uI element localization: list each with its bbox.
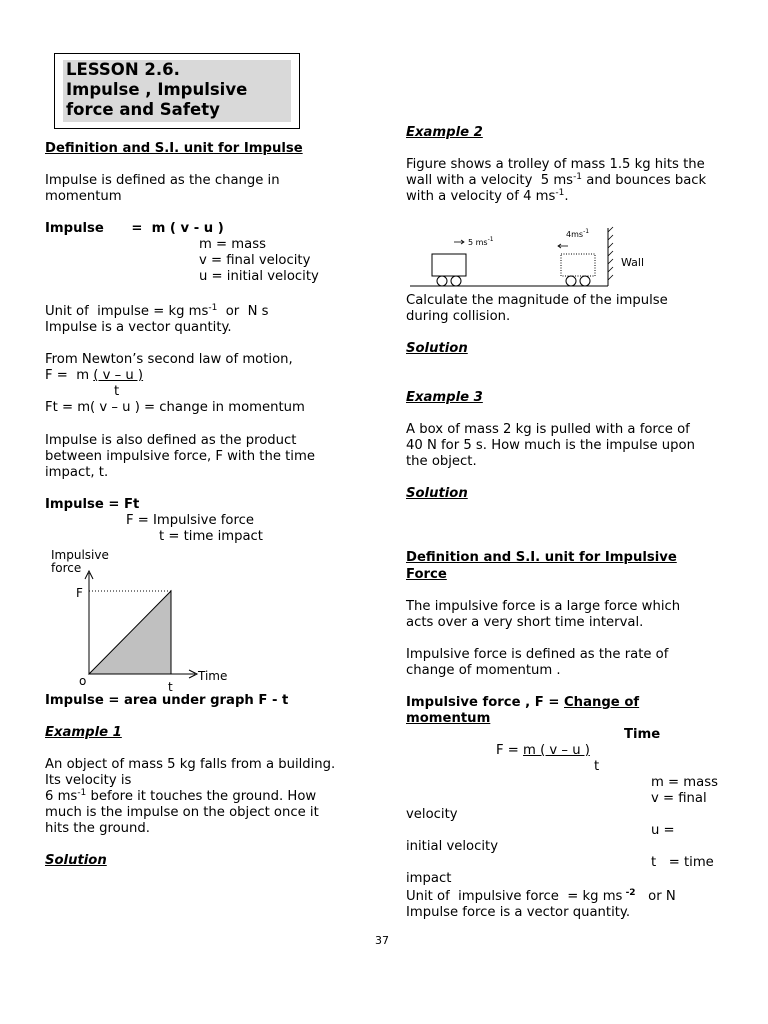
also-defined-line-1: Impulse is also defined as the product [45, 433, 297, 448]
example-1-line-1: An object of mass 5 kg falls from a building. [45, 757, 336, 772]
example-2-line-2: wall with a velocity 5 $ms^{-1}$ and bounces back [406, 172, 707, 188]
example-3-heading: Example 3 [406, 390, 483, 405]
example-2-question-2: during collision. [406, 309, 511, 324]
impulse-ft-equation: Impulse = Ft [45, 497, 140, 512]
force-formula: F = m ( v – u ) [45, 368, 144, 383]
impulsive-definition-line-4: change of momentum . [406, 663, 561, 678]
force-formula-2-denominator: t [594, 759, 600, 774]
vector-quantity-line: Impulse is a vector quantity. [45, 320, 232, 335]
graph-xlabel: Time [198, 669, 228, 683]
variable-impulsive-force: F = Impulsive force [126, 513, 254, 528]
variable-2-mass: m = mass [651, 775, 718, 790]
area-under-graph-line: Impulse = area under graph F - t [45, 693, 289, 708]
impulsive-force-momentum: momentum [406, 711, 491, 726]
impulsive-force-definition-heading-2: Force [406, 567, 447, 582]
trolley-incoming-wheel-left [437, 276, 447, 286]
example-3-line-2: 40 N for 5 s. How much is the impulse upon [406, 438, 695, 453]
impulse-force-vector-line: Impulse force is a vector quantity. [406, 905, 631, 920]
variable-mass: m = mass [199, 237, 266, 252]
impulsive-definition-line-1: The impulsive force is a large force which [406, 599, 681, 614]
impulsive-force-time: Time [624, 727, 661, 742]
impulsive-definition-line-3: Impulsive force is defined as the rate of [406, 647, 669, 662]
example-1-solution: Solution [45, 853, 107, 868]
example-3-line-3: the object. [406, 454, 477, 469]
page-number: 37 [375, 934, 389, 947]
impulsive-force-unit-line: Unit of impulsive force = kg ms $^{-2}$ or N [406, 888, 676, 904]
newton-line: From Newton’s second law of motion, [45, 352, 293, 367]
velocity-label-5ms: 5 $ms^{-1}$ [468, 236, 494, 247]
graph-x-tick-t: t [168, 680, 173, 694]
impulse-definition-heading: Definition and S.I. unit for Impulse [45, 141, 303, 156]
trolley-incoming [432, 254, 466, 276]
impulse-equation: Impulse = m ( v - u ) [45, 221, 224, 236]
example-3-line-1: A box of mass 2 kg is pulled with a force of [406, 422, 690, 437]
variable-2-u: u = [651, 823, 675, 838]
variable-final-velocity: v = final velocity [199, 253, 311, 268]
example-1-line-2: Its velocity is [45, 773, 132, 788]
example-2-line-3: with a velocity of 4 $ms^{-1}$. [406, 188, 569, 204]
trolley-at-wall-wheel-right [580, 276, 590, 286]
velocity-label-4ms: $4ms^{-1}$ [566, 228, 590, 239]
impulsive-definition-line-2: acts over a very short time interval. [406, 615, 644, 630]
variable-2-final: v = final [651, 791, 707, 806]
variable-2-velocity: velocity [406, 807, 458, 822]
force-formula-2: F = m ( v – u ) [496, 743, 590, 758]
graph-shaded-area [89, 591, 171, 674]
also-defined-line-3: impact, t. [45, 465, 109, 480]
definition-line-2: momentum [45, 189, 122, 204]
example-1-line-4: much is the impulse on the object once it [45, 805, 319, 820]
example-1-line-5: hits the ground. [45, 821, 150, 836]
trolley-wall-diagram [406, 222, 666, 292]
trolley-incoming-wheel-right [451, 276, 461, 286]
title-line-2: Impulse , Impulsive [66, 80, 248, 99]
example-3-solution: Solution [406, 486, 468, 501]
title-line-3: force and Safety [66, 100, 220, 119]
graph-y-tick-F: F [76, 586, 83, 600]
lesson-title [63, 60, 291, 122]
variable-2-initial-velocity: initial velocity [406, 839, 498, 854]
force-time-graph [45, 545, 235, 695]
example-2-solution: Solution [406, 341, 468, 356]
wall-label: Wall [621, 256, 645, 269]
variable-2-impact: impact [406, 871, 452, 886]
ft-momentum-line: Ft = m( v – u ) = change in momentum [45, 400, 305, 415]
wall-hatching [608, 227, 613, 280]
example-2-heading: Example 2 [406, 125, 483, 140]
trolley-at-wall [561, 254, 595, 276]
trolley-at-wall-wheel-left [566, 276, 576, 286]
graph-ylabel-line-2: force [51, 561, 82, 575]
graph-ylabel-line-1: Impulsive [51, 548, 109, 562]
graph-origin: o [79, 674, 87, 688]
also-defined-line-2: between impulsive force, F with the time [45, 449, 315, 464]
title-line-1: LESSON 2.6. [66, 60, 180, 79]
example-1-line-3: 6 $ms^{-1}$ before it touches the ground. How [45, 788, 317, 804]
definition-line-1: Impulse is defined as the change in [45, 173, 280, 188]
example-2-line-1: Figure shows a trolley of mass 1.5 kg hits the [406, 157, 705, 172]
variable-2-time: t = time [651, 855, 714, 870]
impulsive-force-definition-heading-1: Definition and S.I. unit for Impulsive [406, 550, 677, 565]
example-2-question-1: Calculate the magnitude of the impulse [406, 293, 668, 308]
variable-initial-velocity: u = initial velocity [199, 269, 319, 284]
impulsive-force-equation: Impulsive force , F = Change of [406, 695, 640, 710]
example-1-heading: Example 1 [45, 725, 122, 740]
lesson-title-box [54, 53, 300, 129]
force-formula-denominator: t [114, 384, 120, 399]
impulse-unit-line: Unit of impulse = kg $ms^{-1}$ or N s [45, 303, 269, 319]
variable-time-impact: t = time impact [159, 529, 263, 544]
